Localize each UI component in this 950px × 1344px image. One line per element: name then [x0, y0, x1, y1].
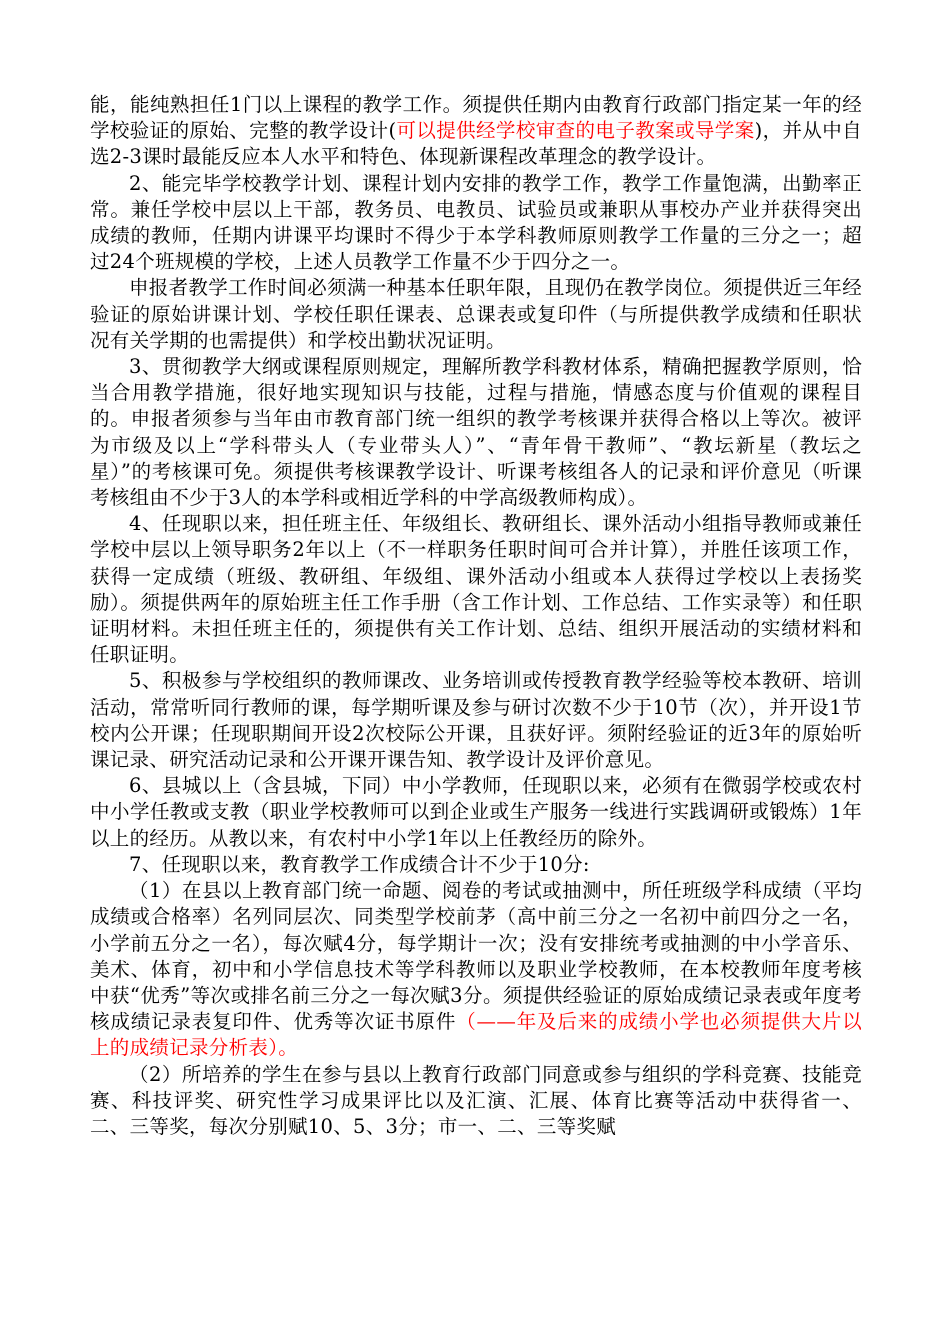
text-segment: 2、能完毕学校教学计划、课程计划内安排的教学工作，教学工作量饱满，出勤率正常。兼任学校中层以上干部，教务员、电教员、试验员或兼职从事校办产业并获得突出成绩的教师，任期内讲课平均课时不得少于本学科教师原则教学工作量的三分之一；超过24个班规模的学校，上述人员教学工作量不少于四分之一。	[90, 171, 862, 274]
text-segment: 6、县城以上（含县城，下同）中小学教师，任现职以来，必须有在微弱学校或农村中小学任教或支教（职业学校教师可以到企业或生产服务一线进行实践调研或锻炼）1年以上的经历。从教以来，有农村中小学1年以上任教经历的除外。	[90, 774, 862, 850]
text-segment: )，并从中自选2-3课时最能反应本人水平和特色、体现新课程改革理念的教学设计。	[90, 119, 862, 169]
text-segment: （2）所培养的学生在参与县以上教育行政部门同意或参与组织的学科竞赛、技能竞赛、科技评奖、研究性学习成果评比以及汇演、汇展、体育比赛等活动中获得省一、二、三等奖，每次分别赋10、5、3分；市一、二、三等奖赋	[90, 1062, 862, 1138]
paragraph-2	[90, 171, 862, 276]
paragraph-1	[90, 92, 862, 171]
text-segment: 3、贯彻教学大纲或课程原则规定，理解所教学科教材体系，精确把握教学原则，恰当合用教学措施，很好地实现知识与技能，过程与措施，情感态度与价值观的课程目的。申报者须参与当年由市教育部门统一组织的教学考核课并获得合格以上等次。被评为市级及以上“学科带头人（专业带头人）”、“青年骨干教师”、“教坛新星（教坛之星）”的考核课可免。须提供考核课教学设计、听课考核组各人的记录和评价意见（听课考核组由不少于3人的本学科或相近学科的中学高级教师构成）。	[90, 355, 862, 510]
highlighted-text: 可以提供经学校审查的电子教案或导学案	[396, 119, 755, 143]
paragraph-4	[90, 354, 862, 511]
paragraph-10	[90, 1062, 862, 1141]
document-body	[90, 92, 862, 1140]
paragraph-6	[90, 668, 862, 773]
paragraph-3	[90, 275, 862, 354]
paragraph-7	[90, 773, 862, 852]
text-segment: （1）在县以上教育部门统一命题、阅卷的考试或抽测中，所任班级学科成绩（平均成绩或合格率）名列同层次、同类型学校前茅（高中前三分之一名初中前四分之一名，小学前五分之一名），每次赋4分，每学期计一次；没有安排统考或抽测的中小学音乐、美术、体育，初中和小学信息技术等学科教师以及职业学校教师，在本校教师年度考核中获“优秀”等次或排名前三分之一每次赋3分。须提供经验证的原始成绩记录表或年度考核成绩记录表复印件、优秀等次证书原件	[90, 879, 862, 1034]
paragraph-5	[90, 511, 862, 668]
paragraph-9	[90, 878, 862, 1061]
text-segment: 5、积极参与学校组织的教师课改、业务培训或传授教育教学经验等校本教研、培训活动，常常听同行教师的课，每学期听课及参与研讨次数不少于10节（次），并开设1节校内公开课；任现职期间开设2次校际公开课，且获好评。须附经验证的近3年的原始听课记录、研究活动记录和公开课开课告知、教学设计及评价意见。	[90, 669, 862, 772]
text-segment: 4、任现职以来，担任班主任、年级组长、教研组长、课外活动小组指导教师或兼任学校中层以上领导职务2年以上（不一样职务任职时间可合并计算），并胜任该项工作，获得一定成绩（班级、教研组、年级组、课外活动小组或本人获得过学校以上表扬奖励）。须提供两年的原始班主任工作手册（含工作计划、工作总结、工作实录等）和任职证明材料。未担任班主任的，须提供有关工作计划、总结、组织开展活动的实绩材料和任职证明。	[90, 512, 862, 667]
text-segment: 能，能纯熟担任1门以上课程的教学工作。须提供任期内由教育行政部门指定某一年的经学校验证的原始、完整的教学设计(	[90, 93, 862, 143]
text-segment: 申报者教学工作时间必须满一种基本任职年限，且现仍在教学岗位。须提供近三年经验证的原始讲课计划、学校任职任课表、总课表或复印件（与所提供教学成绩和任职状况有关学期的也需提供）和学校出勤状况证明。	[90, 276, 862, 352]
text-segment: 7、任现职以来，教育教学工作成绩合计不少于10分:	[129, 852, 590, 876]
paragraph-8	[90, 852, 862, 878]
highlighted-text: （——年及后来的成绩小学也必须提供大片以上的成绩记录分析表）。	[90, 1010, 863, 1060]
